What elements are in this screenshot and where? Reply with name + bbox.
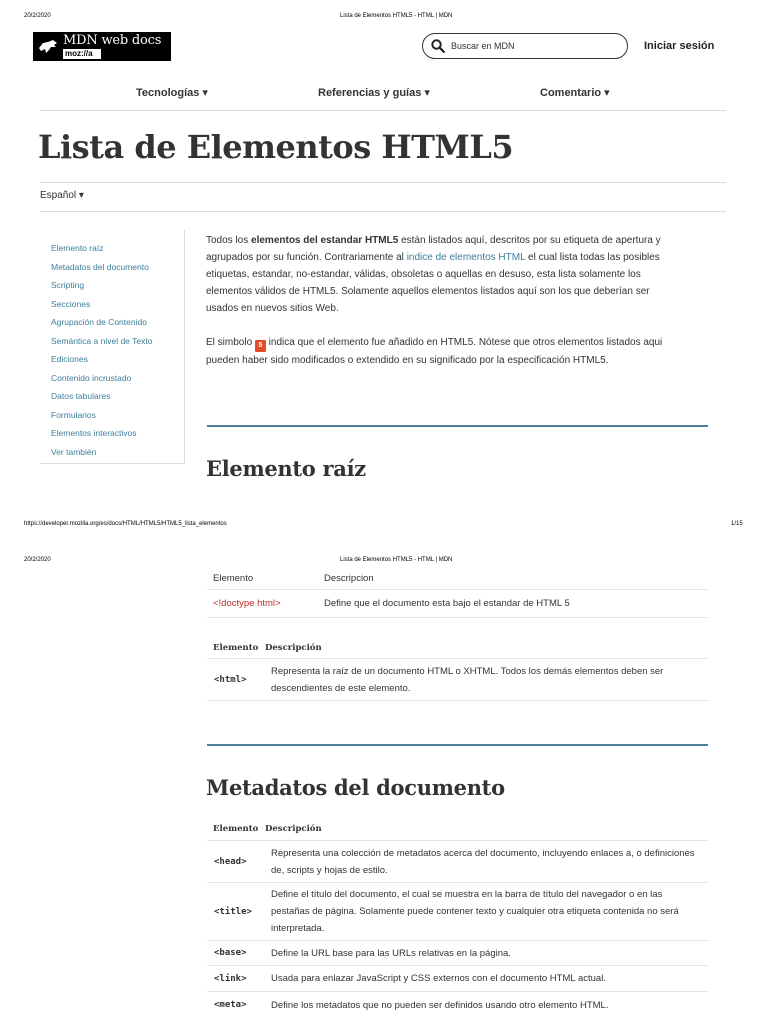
mozilla-wordmark: moz://a — [63, 49, 101, 59]
root-element-table — [207, 637, 708, 701]
print-url: https://developer.mozilla.org/es/docs/HTML/HTML5/HTML5_lista_elementos — [24, 521, 227, 527]
dinosaur-icon — [33, 32, 63, 61]
print-date: 20/2/2020 — [24, 557, 51, 563]
element-link[interactable]: <base> — [214, 948, 247, 958]
table-cell: Representa una colección de metadatos acerca del documento, incluyendo enlaces a, o definiciones de, scripts y hojas de estilo. — [271, 847, 695, 876]
element-link[interactable]: <link> — [214, 973, 247, 984]
intro-text — [206, 232, 668, 369]
sidebar-item[interactable]: Scripting — [51, 280, 85, 290]
sidebar-item[interactable]: Agrupación de Contenido — [51, 317, 147, 327]
print-title: Lista de Elementos HTML5 - HTML | MDN — [340, 13, 453, 19]
sidebar-item[interactable]: Ediciones — [51, 354, 88, 364]
search-input[interactable] — [422, 33, 628, 59]
page-title: Lista de Elementos HTML5 — [38, 128, 514, 166]
login-link[interactable]: Iniciar sesión — [644, 40, 715, 52]
search-placeholder: Buscar en MDN — [451, 41, 515, 51]
intro-text-span: El simbolo — [206, 337, 255, 348]
table-header-row — [207, 568, 708, 590]
table-cell: Representa la raíz de un documento HTML o XHTML. Todos los demás elementos deben ser descendientes de este elemento. — [271, 665, 664, 694]
table-header: Elemento — [213, 642, 259, 653]
html5-icon: 5 — [255, 340, 266, 352]
table-header: Descripción — [265, 824, 322, 834]
nav-comentario[interactable]: Comentario ▾ — [540, 87, 610, 99]
sidebar-item[interactable]: Datos tabulares — [51, 391, 111, 401]
search-icon — [431, 39, 445, 53]
section-title-metadatos: Metadatos del documento — [206, 775, 505, 800]
table-header: Descripción — [265, 642, 322, 653]
sidebar-item[interactable]: Elementos interactivos — [51, 428, 137, 438]
table-header-row — [207, 818, 708, 841]
table-header: Elemento — [213, 573, 254, 584]
table-cell: Usada para enlazar JavaScript y CSS externos con el documento HTML actual. — [271, 973, 606, 984]
table-header-row — [207, 637, 708, 659]
sidebar-toc — [40, 230, 185, 464]
element-link[interactable]: <head> — [214, 856, 247, 867]
sidebar-item[interactable]: Formularios — [51, 409, 96, 420]
sidebar-item[interactable]: Contenido incrustado — [51, 372, 132, 383]
table-cell: Define la URL base para las URLs relativas en la página. — [271, 947, 511, 959]
sidebar-item[interactable]: Semántica a nivel de Texto — [51, 335, 153, 346]
table-header: Descripcion — [324, 573, 374, 584]
lang-divider — [40, 211, 726, 212]
sidebar-item[interactable]: Metadatos del documento — [51, 261, 149, 272]
table-cell: Define los metadatos que no pueden ser definidos usando otro elemento HTML. — [271, 999, 609, 1011]
sidebar-item[interactable]: Secciones — [51, 298, 91, 309]
title-divider — [40, 182, 726, 183]
section-rule — [207, 425, 708, 427]
doctype-table — [207, 568, 708, 618]
print-page-number: 1/15 — [731, 521, 743, 527]
metadata-table — [207, 818, 708, 1018]
mdn-logo[interactable] — [33, 32, 171, 61]
intro-bold: elementos del estandar HTML5 — [251, 235, 399, 246]
intro-paragraph-2 — [206, 334, 668, 369]
intro-text-span: indica que el elemento fue añadido en HTML5. Nótese que otros elementos listados aqui pueden haber sido modificados o extendido en su significado por la especificación HTML5. — [206, 337, 663, 366]
table-row — [207, 841, 708, 883]
element-link[interactable]: <html> — [214, 674, 247, 685]
table-row — [207, 883, 708, 941]
intro-paragraph-1 — [206, 232, 668, 317]
table-row — [207, 941, 708, 966]
table-header: Elemento — [213, 824, 259, 834]
table-row — [207, 992, 708, 1018]
doctype-link[interactable]: <!doctype html> — [213, 598, 281, 609]
nav-divider — [40, 110, 726, 111]
html-index-link[interactable]: indice de elementos HTML — [406, 252, 526, 263]
table-cell: Define el título del documento, el cual se muestra en la barra de título del navegador o en las pestañas de página. Solamente puede contener texto y cualquier otra etiqueta contenida no será interpretada. — [271, 889, 679, 934]
element-link[interactable]: <meta> — [214, 1000, 247, 1010]
print-date: 20/2/2020 — [24, 13, 51, 19]
logo-wordmark: MDN web docs — [63, 33, 162, 48]
table-row — [207, 659, 708, 701]
intro-text-span: Todos los — [206, 235, 252, 246]
intro-text-span: están listados aquí, descritos por su etiqueta de apertura y agrupados por su función. Contrariamente al — [206, 235, 661, 263]
sidebar-item[interactable]: Ver también — [51, 446, 97, 457]
section-rule — [207, 744, 708, 746]
table-row — [207, 966, 708, 992]
language-selector[interactable]: Español ▾ — [40, 190, 84, 201]
nav-referencias[interactable]: Referencias y guías ▾ — [318, 87, 430, 99]
table-row — [207, 590, 708, 618]
table-cell: Define que el documento esta bajo el estandar de HTML 5 — [324, 598, 570, 609]
sidebar-item[interactable]: Elemento raíz — [51, 243, 104, 253]
nav-tecnologias[interactable]: Tecnologías ▾ — [136, 87, 208, 99]
section-title-elemento-raiz: Elemento raíz — [206, 456, 366, 481]
print-title: Lista de Elementos HTML5 - HTML | MDN — [340, 557, 453, 563]
element-link[interactable]: <title> — [214, 906, 252, 917]
intro-text-span: el cual lista todas las posibles etiquetas, estandar, no-estandar, válidas, obsoletas o aquellas en desuso, esta lista solamente los elementos válidos de HTML5. Solamente aquellos elementos listados aquí son los que deberían ser usados en nuevos sitios Web. — [206, 252, 660, 314]
